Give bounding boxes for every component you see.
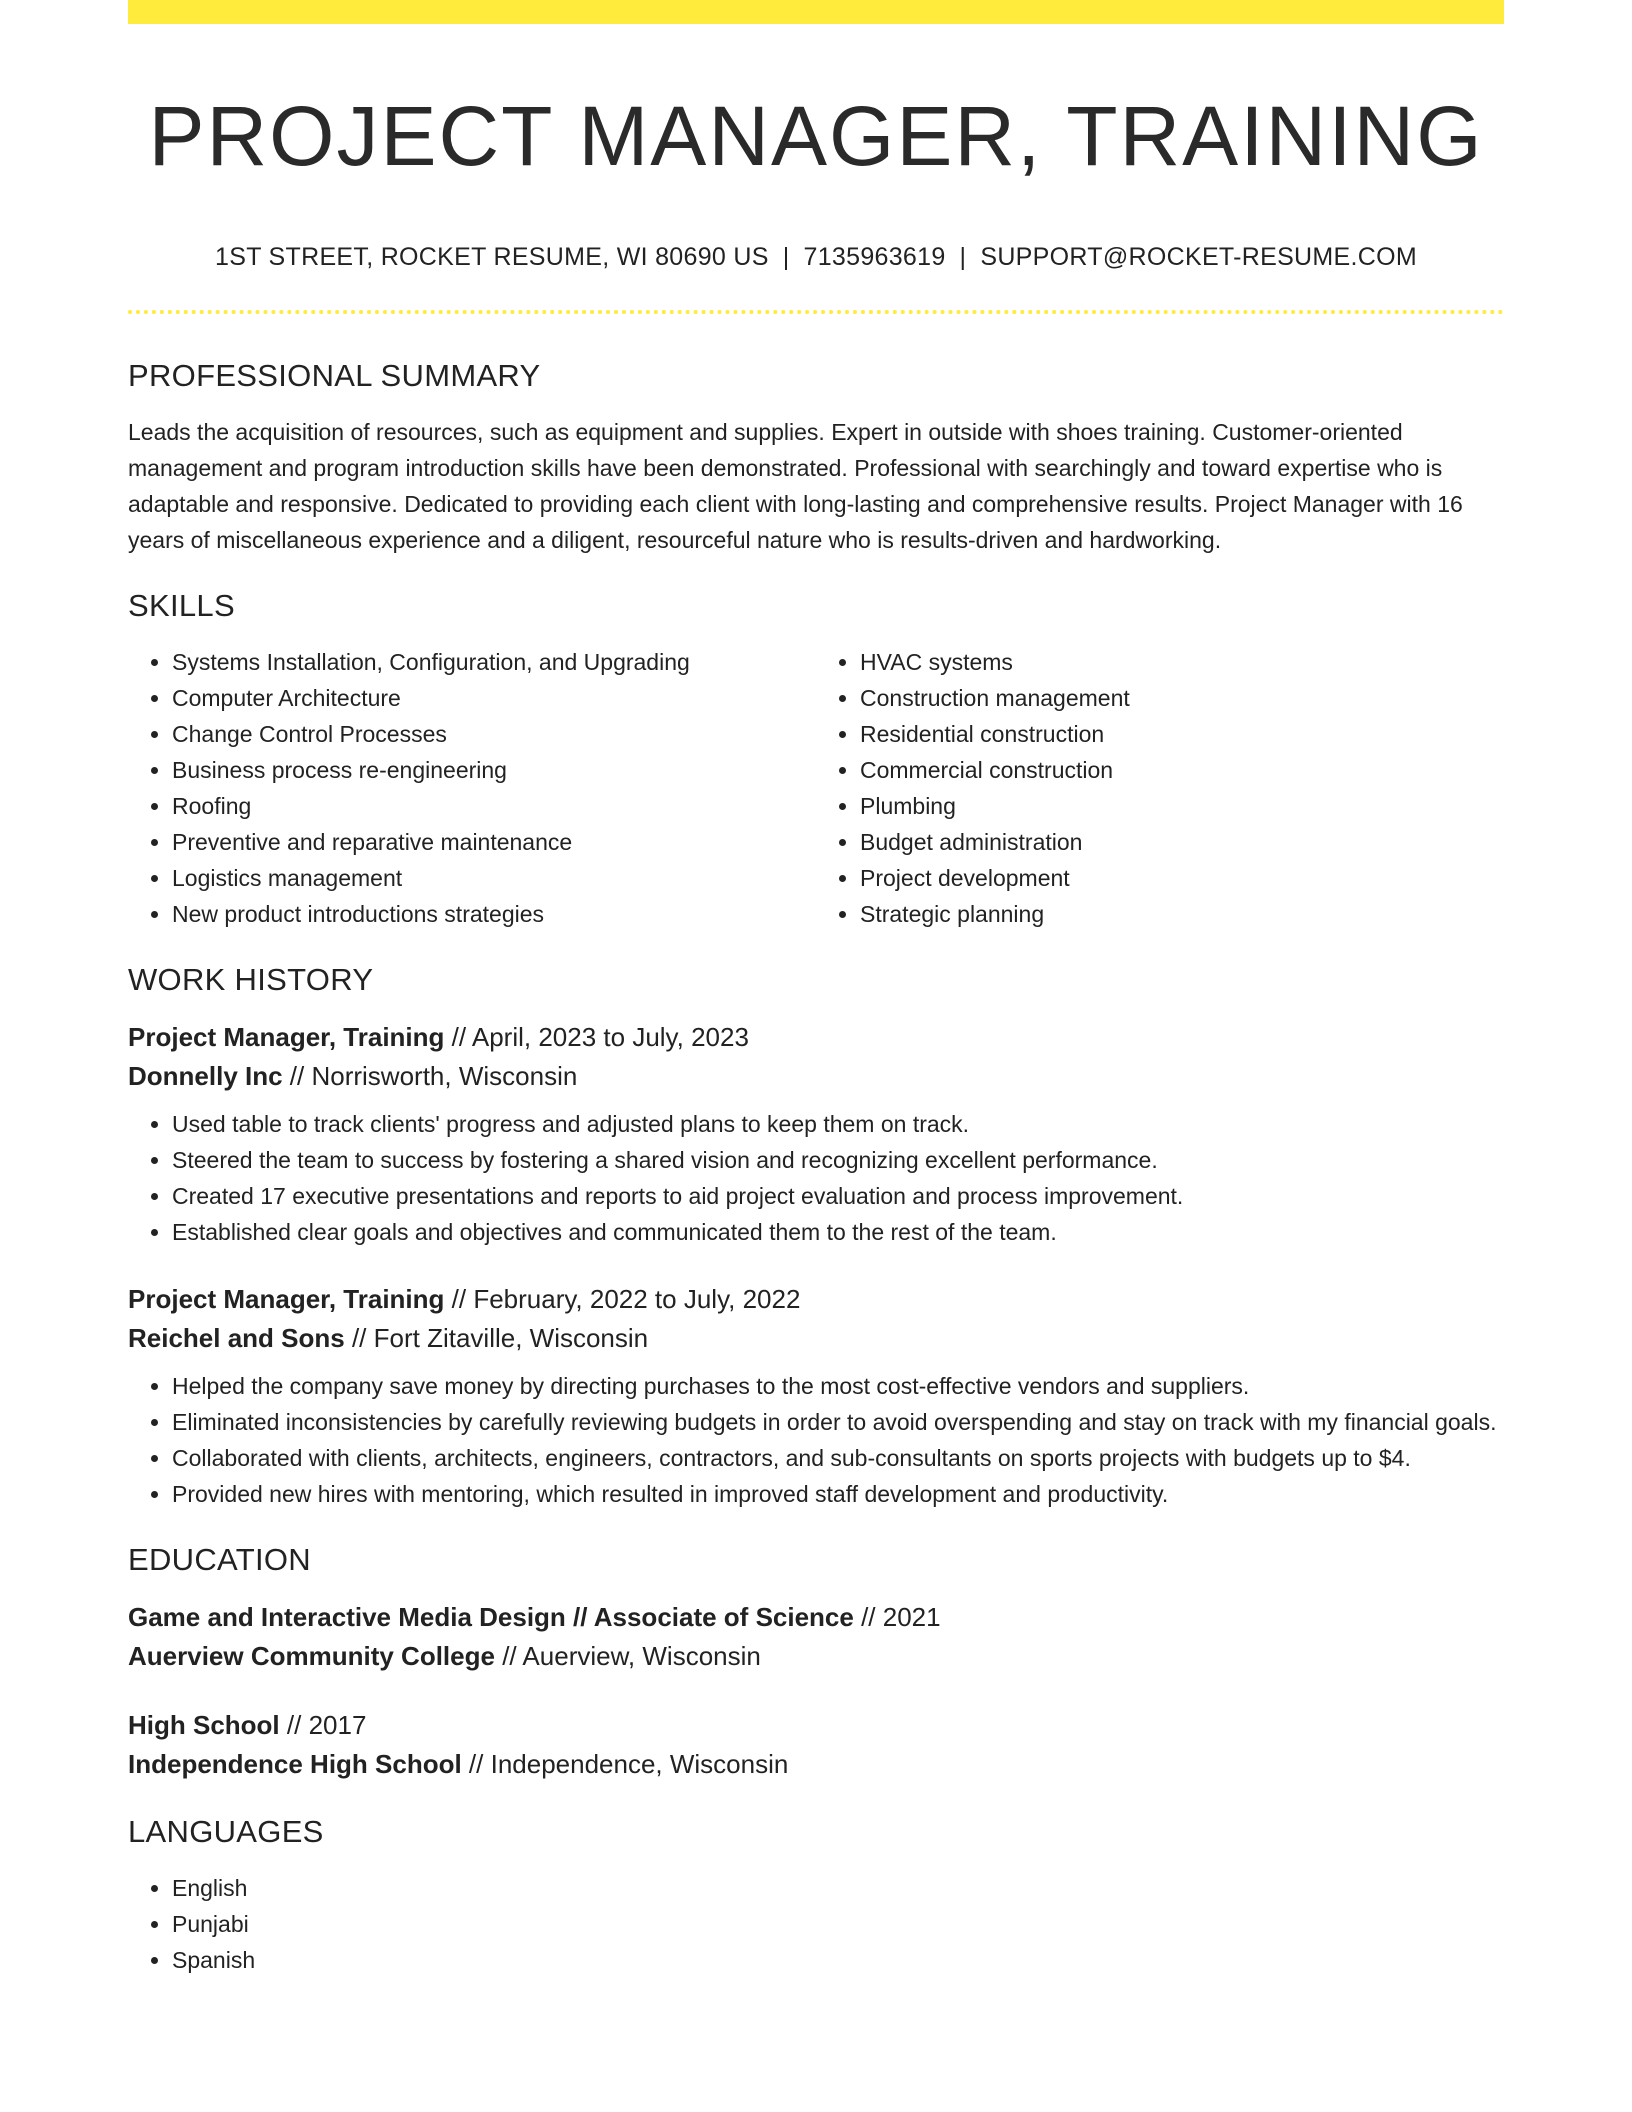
education-degree-line — [128, 1598, 1504, 1637]
skill-item: • Roofing — [172, 788, 816, 824]
job-bullets — [128, 1106, 1504, 1250]
skills-section — [128, 588, 1504, 932]
job-dates: // April, 2023 to July, 2023 — [444, 1021, 749, 1052]
job-role: Project Manager, Training — [128, 1021, 445, 1052]
education-school-line — [128, 1745, 1504, 1784]
skill-item: • Preventive and reparative maintenance — [172, 824, 816, 860]
skills-columns — [128, 644, 1504, 932]
skills-list-left — [128, 644, 816, 932]
job-bullet: • Collaborated with clients, architects, engineers, contractors, and sub-consultants on sports projects with budgets up to $4. — [172, 1440, 1504, 1476]
work-history-section — [128, 962, 1504, 1512]
skill-item: • Project development — [860, 860, 1504, 896]
header-divider — [128, 310, 1504, 314]
resume-title: PROJECT MANAGER, TRAINING — [148, 89, 1484, 183]
job-company-line — [128, 1057, 1504, 1096]
skill-item: • Business process re-engineering — [172, 752, 816, 788]
contact-address: 1ST STREET, ROCKET RESUME, WI 80690 US — [215, 242, 769, 271]
job-bullet: • Used table to track clients' progress and adjusted plans to keep them on track. — [172, 1106, 1504, 1142]
skill-item: • Change Control Processes — [172, 716, 816, 752]
language-item: • Punjabi — [172, 1906, 1504, 1942]
education-year: // 2017 — [279, 1709, 367, 1740]
job-title-line — [128, 1280, 1504, 1319]
skill-item: • Construction management — [860, 680, 1504, 716]
job-company: Donnelly Inc — [128, 1060, 283, 1091]
education-location: // Independence, Wisconsin — [461, 1748, 789, 1779]
contact-email[interactable]: SUPPORT@ROCKET-RESUME.COM — [980, 242, 1417, 271]
education-degree: High School — [128, 1709, 280, 1740]
education-school: Auerview Community College — [128, 1640, 495, 1671]
skill-item: • Computer Architecture — [172, 680, 816, 716]
work-history-heading: WORK HISTORY — [128, 961, 374, 997]
contact-line — [128, 243, 1504, 272]
job-title-line — [128, 1018, 1504, 1057]
skill-item: • New product introductions strategies — [172, 896, 816, 932]
skill-item: • Commercial construction — [860, 752, 1504, 788]
job-bullet: • Provided new hires with mentoring, which resulted in improved staff development and productivity. — [172, 1476, 1504, 1512]
skill-item: • Plumbing — [860, 788, 1504, 824]
education-heading: EDUCATION — [128, 1541, 311, 1577]
education-school: Independence High School — [128, 1748, 462, 1779]
job-dates: // February, 2022 to July, 2022 — [444, 1283, 801, 1314]
languages-list — [128, 1870, 1504, 1978]
language-item: • English — [172, 1870, 1504, 1906]
summary-text: Leads the acquisition of resources, such as equipment and supplies. Expert in outside with shoes training. Customer-oriented management and program introduction skills have been demonstrated. Professional with searchingly and toward expertise who is adaptable and responsive. Dedicated to providing each client with long-lasting and comprehensive results. Project Manager with 16 years of miscellaneous experience and a diligent, resourceful nature who is results-driven and hardworking. — [128, 418, 1463, 553]
job-bullet: • Eliminated inconsistencies by carefully reviewing budgets in order to avoid overspending and stay on track with my financial goals. — [172, 1404, 1504, 1440]
education-location: // Auerview, Wisconsin — [494, 1640, 761, 1671]
job-location: // Fort Zitaville, Wisconsin — [344, 1322, 649, 1353]
job-company: Reichel and Sons — [128, 1322, 345, 1353]
job-bullet: • Established clear goals and objectives and communicated them to the rest of the team. — [172, 1214, 1504, 1250]
education-section — [128, 1542, 1504, 1784]
job-bullets — [128, 1368, 1504, 1512]
skill-item: • Logistics management — [172, 860, 816, 896]
job-company-line — [128, 1319, 1504, 1358]
skill-item: • HVAC systems — [860, 644, 1504, 680]
education-entry — [128, 1706, 1504, 1784]
skills-list-right — [816, 644, 1504, 932]
job-entry — [128, 1280, 1504, 1512]
job-entry — [128, 1018, 1504, 1250]
language-item: • Spanish — [172, 1942, 1504, 1978]
skill-item: • Systems Installation, Configuration, and Upgrading — [172, 644, 816, 680]
education-year: // 2021 — [853, 1601, 941, 1632]
contact-separator: | — [782, 242, 790, 271]
job-bullet: • Steered the team to success by fostering a shared vision and recognizing excellent performance. — [172, 1142, 1504, 1178]
skill-item: • Budget administration — [860, 824, 1504, 860]
job-role: Project Manager, Training — [128, 1283, 445, 1314]
education-degree: Game and Interactive Media Design // Associate of Science — [128, 1601, 854, 1632]
job-bullet: • Helped the company save money by directing purchases to the most cost-effective vendors and suppliers. — [172, 1368, 1504, 1404]
job-bullet: • Created 17 executive presentations and reports to aid project evaluation and process improvement. — [172, 1178, 1504, 1214]
summary-section — [128, 358, 1504, 558]
summary-heading: PROFESSIONAL SUMMARY — [128, 357, 541, 393]
contact-phone[interactable]: 7135963619 — [803, 242, 946, 271]
skills-heading: SKILLS — [128, 587, 235, 623]
job-location: // Norrisworth, Wisconsin — [282, 1060, 578, 1091]
education-degree-line — [128, 1706, 1504, 1745]
top-accent-bar — [128, 0, 1504, 24]
resume-page — [128, 0, 1504, 1978]
education-school-line — [128, 1637, 1504, 1676]
skill-item: • Residential construction — [860, 716, 1504, 752]
education-entry — [128, 1598, 1504, 1676]
contact-separator: | — [959, 242, 967, 271]
skill-item: • Strategic planning — [860, 896, 1504, 932]
languages-heading: LANGUAGES — [128, 1813, 324, 1849]
languages-section — [128, 1814, 1504, 1978]
